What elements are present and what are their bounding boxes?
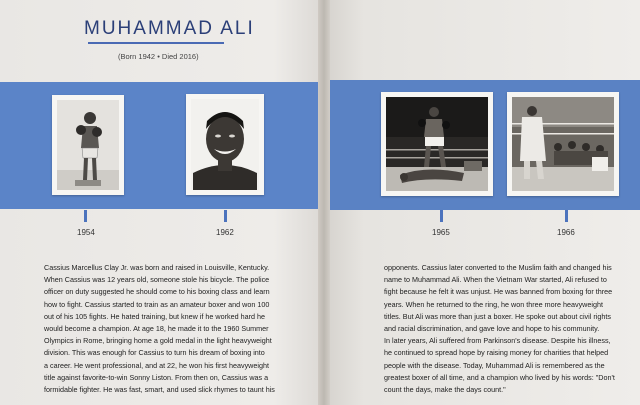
text-line: people with the disease. Today, Muhammad Ali is remembered as the [384,360,605,370]
text-line: opponents. Cassius later converted to the Muslim faith and changed his [384,263,612,272]
text-line: greatest boxer of all time, and a champion who lived by his words: "Don't [384,372,615,382]
text-line: and racial discrimination, and gave love and hope to his community. [384,324,600,334]
photo-1966-training [507,92,619,196]
text-line: years. When he returned to the ring, he won three more heavyweight [384,299,603,309]
young-boxer-image [57,100,119,190]
timeline-year: 1954 [77,228,95,237]
text-line: name to Muhammad Ali. When the Vietnam War started, Ali refused to [384,275,607,285]
photo-1965-ali-over-liston [381,92,493,196]
portrait-image [191,99,259,190]
timeline-year: 1966 [557,228,575,237]
text-line: how to fight. Cassius started to train as an amateur boxer and won 100 [44,299,270,309]
timeline-tick-1965 [440,210,443,222]
text-line: In later years, Ali suffered from Parkinson's disease. Despite his illness, [384,336,611,346]
text-line: would become a champion. At age 18, he made it to the 1960 Summer [44,324,269,334]
life-dates: (Born 1942 • Died 2016) [118,52,199,61]
timeline-tick-1962 [224,210,227,222]
page-title: MUHAMMAD ALI [84,18,255,39]
text-line: he continued to spread hope by raising money for charities that helped [384,348,609,358]
fight-image [386,97,488,191]
timeline-tick-1966 [565,210,568,222]
text-line: formidable fighter. He was fast, smart, and used slick rhymes to taunt his [44,385,275,395]
text-line: count the days, make the days count." [384,385,506,395]
text-line: When Cassius was 12 years old, someone stole his bicycle. The police [44,275,270,285]
text-line: Olympics in Rome, bringing home a gold medal in the light heavyweight [44,336,272,346]
biography-text-left [44,262,288,396]
timeline-year: 1965 [432,228,450,237]
photo-1954-young-boxer [52,95,124,195]
biography-text-right [384,262,616,396]
text-line: a career. He went professional, and at 22, he won his first heavyweight [44,360,269,370]
photo-1962-portrait [186,94,264,195]
text-line: division. This was enough for Cassius to turn his dream of boxing into [44,348,265,358]
text-line: out of his 105 fights. He hated training, but knew if he worked hard he [44,311,265,321]
timeline-year: 1962 [216,228,234,237]
book-gutter [318,0,330,405]
text-line: titles. But Ali was more than just a boxer. He spoke out about civil rights [384,311,611,321]
training-image [512,97,614,191]
timeline-tick-1954 [84,210,87,222]
timeline-band-left [0,82,318,209]
title-underline [88,42,224,44]
text-line: Cassius Marcellus Clay Jr. was born and raised in Louisville, Kentucky. [44,263,270,272]
text-line: fight because he felt it was unjust. He was banned from boxing for three [384,287,613,297]
text-line: title against favorite-to-win Sonny Liston. From then on, Cassius was a [44,372,269,382]
text-line: officer on duty suggested he should come to his boxing class and learn [44,287,270,297]
